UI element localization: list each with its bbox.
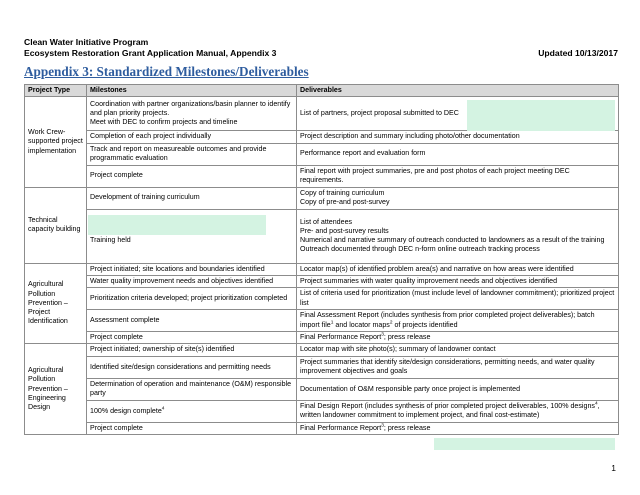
manual-header [24, 48, 618, 59]
table-row [25, 400, 619, 422]
milestone-cell [87, 187, 297, 209]
table-row [25, 422, 619, 434]
page-title: Appendix 3: Standardized Milestones/Deliverables [24, 64, 309, 79]
deliverable-text: Final Performance Report$^3$; press release [300, 423, 431, 432]
milestone-cell [87, 378, 297, 400]
table-row [25, 378, 619, 400]
deliverable-text: Pre- and post-survey results [300, 226, 389, 235]
deliverable-text: Final Design Report (includes synthesis of prior completed project deliverables, 100% designs$^4$, written landowner commitment to implement project, and final cost-estimate) [300, 401, 600, 420]
deliverable-text: Copy of pre-and post-survey [300, 198, 390, 207]
project-type-cell: Work Crew-supported project implementation [25, 97, 87, 187]
deliverable-text: Locator map with site photo(s); summary of landowner contact [300, 345, 496, 354]
deliverable-text: Final Performance Report$^3$; press release [300, 332, 431, 342]
deliverable-text: Numerical and narrative summary of outreach conducted to landowners as a result of the training [300, 236, 605, 245]
milestone-text: Completion of each project individually [90, 132, 212, 141]
milestone-text: Water quality improvement needs and objectives identified [90, 276, 274, 285]
milestone-cell [87, 422, 297, 434]
deliverable-text: Project summaries with water quality improvement needs and objectives identified [300, 276, 558, 285]
table-row [25, 288, 619, 310]
milestone-text: Assessment complete [90, 316, 160, 325]
table-row [25, 344, 619, 356]
header-milestones: Milestones [87, 85, 297, 97]
milestone-text: Development of training curriculum [90, 193, 200, 202]
highlight-box [434, 438, 615, 450]
milestone-cell [87, 310, 297, 332]
program-name: Clean Water Initiative Program [24, 37, 149, 47]
header-deliverables: Deliverables [297, 85, 619, 97]
deliverable-text: Copy of training curriculum [300, 188, 385, 197]
milestone-text: Project complete [90, 333, 143, 342]
milestone-cell [87, 288, 297, 310]
table-row [25, 310, 619, 332]
milestone-cell [87, 97, 297, 131]
milestone-text: Meet with DEC to confirm projects and timeline [90, 118, 238, 127]
deliverable-cell [297, 187, 619, 209]
deliverable-cell [297, 165, 619, 187]
milestone-text: Prioritization criteria developed; project prioritization completed [90, 294, 288, 303]
milestone-text: Project initiated; ownership of site(s) identified [90, 345, 235, 354]
deliverable-text: Project summaries that identify site/design considerations, permitting needs, and water quality improvement objectives and goals [300, 357, 595, 376]
milestone-text: Identified site/design considerations and permitting needs [90, 362, 271, 371]
deliverable-text: Performance report and evaluation form [300, 149, 426, 158]
manual-title: Ecosystem Restoration Grant Application Manual, Appendix 3 [24, 48, 277, 58]
milestones-table [24, 84, 619, 435]
milestone-text: Project initiated; site locations and boundaries identified [90, 264, 265, 273]
deliverable-text: List of partners, project proposal submitted to DEC [300, 109, 459, 118]
milestone-cell [87, 263, 297, 275]
deliverable-text: Final report with project summaries, pre and post photos of each project meeting DEC requirements. [300, 166, 570, 185]
deliverable-cell [297, 209, 619, 263]
deliverable-cell [297, 310, 619, 332]
milestone-cell [87, 400, 297, 422]
milestone-text: Project complete [90, 171, 143, 180]
deliverable-cell [297, 275, 619, 287]
table-row [25, 332, 619, 344]
deliverable-text: List of attendees [300, 217, 353, 226]
deliverable-cell [297, 143, 619, 165]
deliverable-text: Documentation of O&M responsible party once project is implemented [300, 384, 521, 393]
deliverable-cell [297, 131, 619, 143]
deliverable-text: Outreach documented through DEC n-form online outreach tracking process [300, 245, 540, 254]
deliverable-cell [297, 378, 619, 400]
table-header-row [25, 85, 619, 97]
milestone-cell [87, 275, 297, 287]
table-row [25, 356, 619, 378]
milestone-cell [87, 344, 297, 356]
milestone-text: 100% design complete$^4$ [90, 406, 165, 415]
deliverable-cell [297, 400, 619, 422]
highlight-box [467, 100, 615, 131]
deliverable-text: List of criteria used for prioritization (must include level of landowner commitment); prioritized project list [300, 289, 615, 307]
milestone-cell [87, 143, 297, 165]
milestone-cell [87, 165, 297, 187]
project-type-cell: Agricultural Pollution Prevention – Project Identification [25, 263, 87, 344]
project-type-cell: Agricultural Pollution Prevention – Engineering Design [25, 344, 87, 435]
deliverable-cell [297, 422, 619, 434]
table-row [25, 131, 619, 143]
table-row [25, 165, 619, 187]
milestone-text: Track and report on measureable outcomes and provide programmatic evaluation [90, 144, 267, 163]
table-row [25, 275, 619, 287]
updated-date: Updated 10/13/2017 [538, 48, 618, 58]
deliverable-text: Locator map(s) of identified problem area(s) and narrative on how areas were identified [300, 264, 574, 273]
deliverable-cell [297, 344, 619, 356]
milestone-text: Project complete [90, 423, 143, 432]
table-row [25, 143, 619, 165]
project-type-cell: Technical capacity building [25, 187, 87, 263]
milestone-cell [87, 356, 297, 378]
deliverable-text: Final Assessment Report (includes synthesis from prior completed project deliverables); batch import file$^1$ and locator maps$^2$ of projects identified [300, 311, 595, 329]
deliverable-cell [297, 356, 619, 378]
milestone-cell [87, 131, 297, 143]
deliverable-text: Project description and summary including photo/other documentation [300, 132, 520, 141]
milestone-text: Coordination with partner organizations/basin planner to identify and plan priority projects. [90, 99, 291, 118]
deliverable-cell [297, 288, 619, 310]
highlight-box [88, 215, 266, 235]
page-number: 1 [611, 463, 616, 473]
header-project-type: Project Type [25, 85, 87, 97]
table-row [25, 263, 619, 275]
milestone-cell [87, 332, 297, 344]
deliverable-cell [297, 332, 619, 344]
deliverable-cell [297, 263, 619, 275]
table-row [25, 187, 619, 209]
milestone-text: Determination of operation and maintenance (O&M) responsible party [90, 379, 292, 398]
milestone-text: Training held [90, 236, 131, 245]
